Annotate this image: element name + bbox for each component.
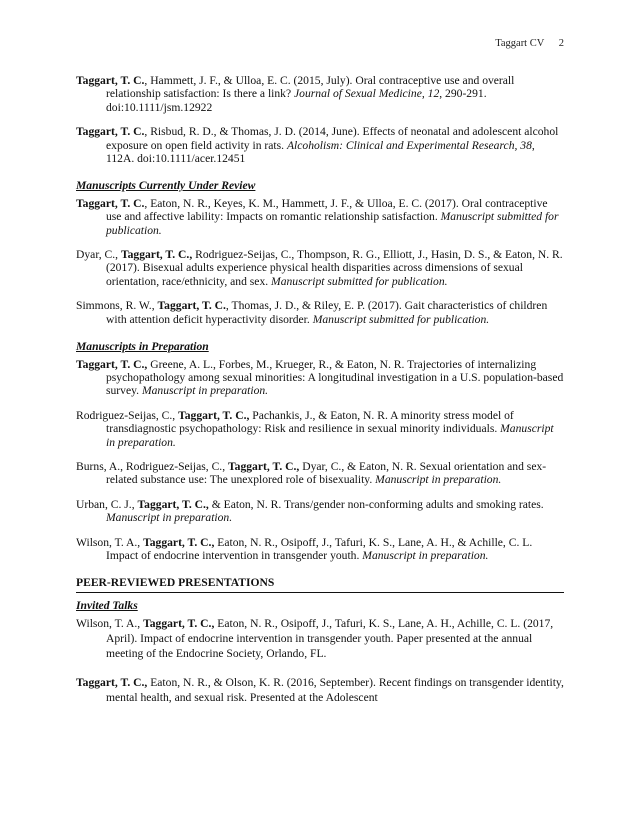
- citation-lead: Burns, A., Rodriguez-Seijas, C.,: [76, 459, 228, 473]
- manuscript-entry: [76, 536, 564, 563]
- manuscript-status: Manuscript submitted for publication.: [106, 210, 559, 237]
- author-self: Taggart, T. C.,: [228, 459, 300, 473]
- author-self: Taggart, T. C.,: [143, 535, 215, 549]
- author-self: Taggart, T. C.: [76, 74, 145, 87]
- citation-text: , Thomas, J. D., & Riley, E. P. (2017). Gait characteristics of children with attention deficit hyperactivity disorder.: [106, 299, 548, 326]
- manuscript-entry: [76, 409, 564, 449]
- presentation-entry: [76, 675, 564, 705]
- subsection-heading-invited-talks: Invited Talks: [76, 598, 138, 612]
- manuscript-entry: [76, 299, 564, 326]
- section-heading-under-review: Manuscripts Currently Under Review: [76, 179, 256, 193]
- citation-lead: Wilson, T. A.,: [76, 535, 144, 549]
- citation-text: , Risbud, R. D., & Thomas, J. D. (2014, June). Effects of neonatal and adolescent alcohol exposure on open field activity in rats.: [106, 125, 559, 152]
- publication-entry: [76, 74, 564, 114]
- manuscript-entry: [76, 460, 564, 487]
- author-self: Taggart, T. C.: [76, 196, 145, 210]
- manuscript-entry: [76, 248, 564, 288]
- citation-text: , Hammett, J. F., & Ulloa, E. C. (2015, July). Oral contraceptive use and overall relationship satisfaction: Is there a link?: [106, 74, 515, 101]
- header-name: Taggart CV: [495, 38, 545, 49]
- manuscript-status: Manuscript submitted for publication.: [271, 274, 448, 288]
- citation-text: Pachankis, J., & Eaton, N. R. A minority stress model of transdiagnostic psychopathology: Risk and resilience in sexual minority individuals.: [106, 408, 514, 436]
- manuscript-status: Manuscript in preparation.: [106, 422, 554, 449]
- section-heading-presentations: PEER-REVIEWED PRESENTATIONS: [76, 576, 564, 592]
- citation-text: , Eaton, N. R., Keyes, K. M., Hammett, J. F., & Ulloa, E. C. (2017). Oral contraceptive use and affective lability: Impacts on romantic relationship satisfaction.: [106, 196, 548, 224]
- citation-text: Greene, A. L., Forbes, M., Krueger, R., & Eaton, N. R. Trajectories of internalizing psychopathology among sexual minorities: A longitudinal investigation in a U.S. population-based survey.: [106, 357, 564, 398]
- page-header: [483, 38, 564, 49]
- citation-text: Eaton, N. R., & Olson, K. R. (2016, September). Recent findings on transgender identity, mental health, and sexual risk. Presented at the Adolescent: [106, 676, 564, 705]
- citation-lead: Wilson, T. A.,: [76, 617, 144, 631]
- journal-name: Journal of Sexual Medicine, 12: [294, 87, 440, 101]
- author-self: Taggart, T. C.: [157, 299, 226, 313]
- cv-content: [76, 74, 564, 719]
- citation-lead: Simmons, R. W.,: [76, 299, 158, 313]
- presentation-entry: [76, 616, 564, 661]
- manuscript-entry: [76, 197, 564, 237]
- journal-name: Alcoholism: Clinical and Experimental Research, 38: [286, 138, 532, 152]
- manuscript-status: Manuscript in preparation.: [362, 548, 489, 562]
- author-self: Taggart, T. C.,: [143, 617, 215, 631]
- manuscript-status: Manuscript submitted for publication.: [312, 312, 490, 326]
- citation-tail: , 290-291. doi:10.1111/jsm.12922: [106, 87, 487, 114]
- citation-tail: , 112A. doi:10.1111/acer.12451: [106, 138, 535, 166]
- manuscript-status: Manuscript in preparation.: [141, 384, 269, 398]
- author-self: Taggart, T. C.: [76, 125, 145, 139]
- citation-lead: Rodriguez-Seijas, C.,: [76, 408, 179, 422]
- citation-text: Rodriguez-Seijas, C., Thompson, R. G., Elliott, J., Hasin, D. S., & Eaton, N. R. (2017). Bisexual adults experience physical health disparities across dimensions of sexual orientation, race/ethnicity, and sex.: [106, 248, 563, 288]
- citation-text: & Eaton, N. R. Trans/gender non-conforming adults and smoking rates.: [208, 497, 544, 511]
- author-self: Taggart, T. C.,: [137, 497, 209, 511]
- manuscript-entry: [76, 358, 564, 398]
- manuscript-entry: [76, 498, 564, 525]
- manuscript-status: Manuscript in preparation.: [106, 511, 233, 525]
- publication-entry: [76, 125, 564, 165]
- author-self: Taggart, T. C.,: [178, 408, 250, 422]
- citation-text: Eaton, N. R., Osipoff, J., Tafuri, K. S., Lane, A. H., Achille, C. L. (2017, April). Impact of endocrine intervention in transgender youth. Paper presented at the annual meeting of the Endocrine Society, Orlando, FL.: [106, 617, 554, 661]
- citation-lead: Dyar, C.,: [76, 248, 121, 262]
- page-number: 2: [558, 38, 564, 49]
- author-self: Taggart, T. C.,: [120, 248, 193, 262]
- citation-lead: Urban, C. J.,: [76, 497, 138, 511]
- author-self: Taggart, T. C.,: [76, 357, 148, 371]
- manuscript-status: Manuscript in preparation.: [375, 473, 502, 487]
- author-self: Taggart, T. C.,: [76, 676, 148, 690]
- citation-text: Dyar, C., & Eaton, N. R. Sexual orientation and sex-related substance use: The unexplored role of bisexuality.: [106, 459, 547, 487]
- citation-text: Eaton, N. R., Osipoff, J., Tafuri, K. S., Lane, A. H., & Achille, C. L. Impact of endocrine intervention in transgender youth.: [106, 535, 533, 562]
- section-heading-in-preparation: Manuscripts in Preparation: [76, 340, 209, 354]
